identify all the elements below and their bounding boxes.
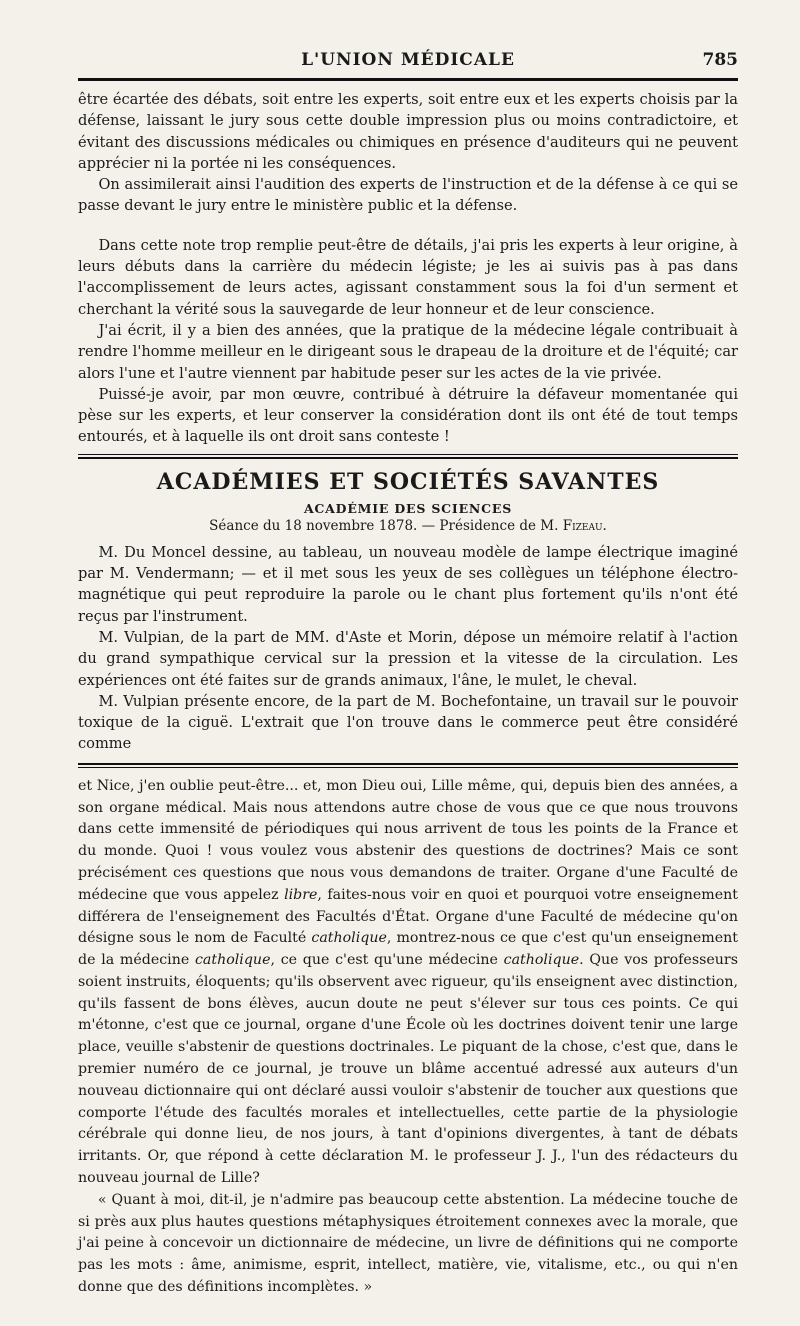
text-run: , ce que c'est qu'une médecine xyxy=(270,952,504,969)
section-subtitle: ACADÉMIE DES SCIENCES xyxy=(303,500,513,516)
paragraph: J'ai écrit, il y a bien des années, que la pratique de la médecine légale contribuait à rendre l'homme meilleur en le dirigeant sous le drapeau de la droiture et de l'équité; car alors l'une et l'autre viennent par habitude peser sur les actes de la vie privée. xyxy=(78,321,738,382)
page-number: 785 xyxy=(702,50,738,70)
paragraph: Puissé-je avoir, par mon œuvre, contribué à détruire la défaveur momentanée qui pèse sur les experts, et leur conserver la considération dont ils ont été de tout temps entourés, et à laquelle ils ont droit sans conteste ! xyxy=(78,385,738,446)
text-run: et Nice, j'en oublie peut-être... et, mon Dieu oui, Lille même, qui, depuis bien des années, a son organe médical. Mais nous attendons autre chose de vous que ce que nous trouvons dans cette immensité de périodiques qui nous arrivent de tous les points de la France et du monde. Quoi ! vous voulez vous abstenir des questions de doctrines? Mais ce sont précisément ces questions que nous vous demandons de traiter. Organe d'une Faculté de médecine que vous appelez xyxy=(78,777,738,903)
section-title: ACADÉMIES ET SOCIÉTÉS SAVANTES xyxy=(156,468,660,495)
paragraph: être écartée des débats, soit entre les experts, soit entre eux et les experts choisis par la défense, laissant le jury sous cette double impression plus ou moins contradictoire, et évitant des discussions médicales ou chimiques en présence d'auditeurs qui ne peuvent apprécier ni la portée ni les conséquences. xyxy=(78,91,738,172)
session-text: Séance du 18 novembre 1878. — Présidence de M. xyxy=(209,517,559,534)
page xyxy=(78,46,738,1299)
italic-run: catholique xyxy=(311,930,387,947)
paragraph: M. Du Moncel dessine, au tableau, un nouveau modèle de lampe électrique imaginé par M. Vendermann; — et il met sous les yeux de ses collègues un téléphone électro-magnétique qui peut reproduire la parole ou le chant plus fortement qu'ils n'ont été reçus par l'instrument. xyxy=(78,543,738,625)
paragraph: M. Vulpian, de la part de MM. d'Aste et Morin, dépose un mémoire relatif à l'action du grand sympathique cervical sur la pression et la vitesse de la circulation. Les expériences ont été faites sur de grands animaux, l'âne, le mulet, le cheval. xyxy=(78,628,738,689)
academy-text xyxy=(78,542,738,755)
feuilleton-quote: « Quant à moi, dit-il, je n'admire pas beaucoup cette abstention. La médecine touche de si près aux plus hautes questions métaphysiques étroitement connexes avec la morale, que j'ai peine à concevoir un dictionnaire de médecine, un livre de définitions qui ne comporte pas les mots : âme, animisme, esprit, intellect, matière, vie, vitalisme, etc., ou qui n'en donne que des définitions incomplètes. » xyxy=(78,1191,738,1296)
feuilleton-rules xyxy=(78,763,738,768)
page-header xyxy=(78,46,738,76)
feuilleton-text xyxy=(78,776,738,1299)
paragraph: Dans cette note trop remplie peut-être de détails, j'ai pris les experts à leur origine, à leurs débuts dans la carrière du médecin légiste; je les ai suivis pas à pas dans l'accomplissement de leurs actes, agissant constamment sous la foi d'un serment et cherchant la vérité sous la sauvegarde de leur honneur et de leur conscience. xyxy=(78,236,738,318)
session-line xyxy=(78,518,738,534)
feuilleton-paragraph xyxy=(78,776,738,1190)
running-title: L'UNION MÉDICALE xyxy=(301,50,515,70)
top-text xyxy=(78,89,738,448)
text-run: , montrez-nous ce que c'est qu'un enseignement de la médecine xyxy=(78,930,738,969)
section-rules xyxy=(78,454,738,459)
italic-run: libre xyxy=(284,886,318,903)
text-run: . Que vos professeurs soient instruits, éloquents; qu'ils observent avec rigueur, qu'ils enseignent avec distinction, qu'ils fassent de bons élèves, aucun doute ne peut s'élever sur tous ces points. Ce qui m'étonne, c'est que ce journal, organe d'une École où les doctrines doivent tenir une large place, veuille s'abstenir de questions doctrinales. Le piquant de la chose, c'est que, dans le premier numéro de ce journal, je trouve un blâme accentué adressé aux auteurs d'un nouveau dictionnaire qui ont déclaré aussi vouloir s'abstenir de toucher aux questions que comporte l'étude des facultés morales et intellectuelles, cette partie de la physiologie cérébrale qui donne lieu, de nos jours, à tant d'opinions divergentes, à tant de débats irritants. Or, que répond à cette déclaration M. le professeur J. J., l'un des rédacteurs du nouveau journal de Lille? xyxy=(78,952,738,1187)
italic-run: catholique xyxy=(194,952,271,969)
header-rule xyxy=(78,78,738,81)
paragraph: On assimilerait ainsi l'audition des experts de l'instruction et de la défense à ce qui se passe devant le jury entre le ministère public et la défense. xyxy=(78,176,738,215)
italic-run: catholique xyxy=(503,952,580,969)
session-president: Fizeau. xyxy=(562,517,607,534)
text-run: , faites-nous voir en quoi et pourquoi votre enseignement différera de l'enseignement des Facultés d'État. Organe d'une Faculté de médecine qu'on désigne sous le nom de Faculté xyxy=(78,886,738,947)
paragraph: M. Vulpian présente encore, de la part de M. Bochefontaine, un travail sur le pouvoir toxique de la ciguë. L'extrait que l'on trouve dans le commerce peut être considéré comme xyxy=(78,692,738,753)
